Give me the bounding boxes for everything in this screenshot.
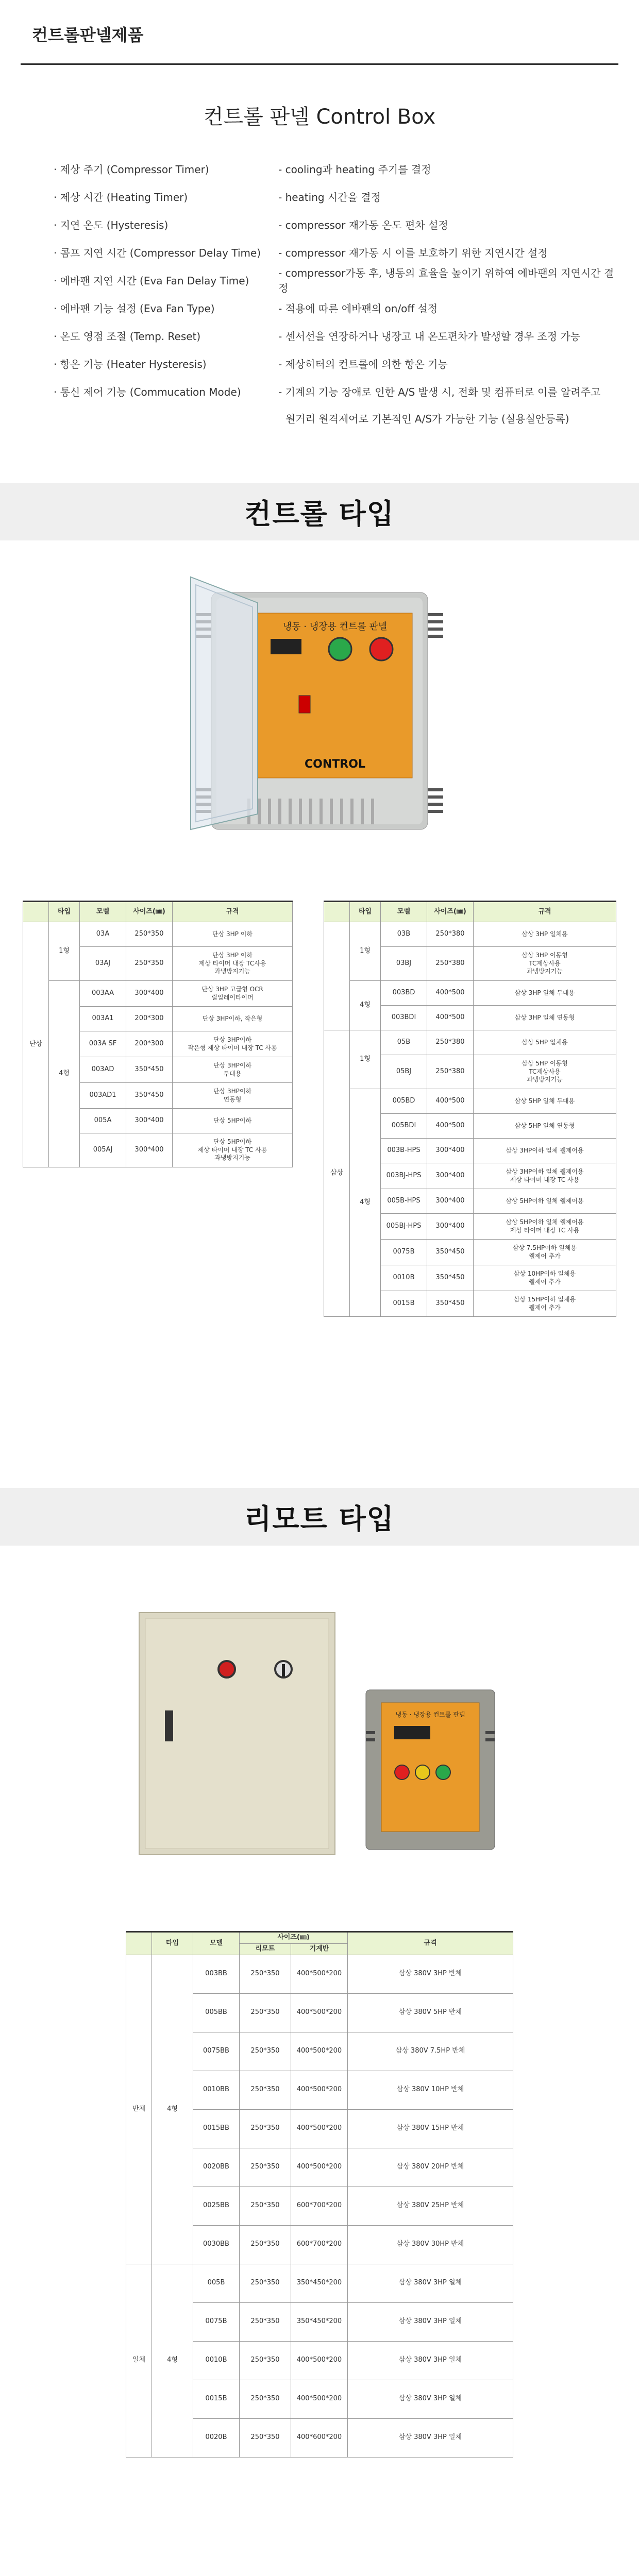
remote-type-table [126,1931,513,2458]
size-cell: 300*400 [126,1133,173,1167]
machine-size-cell: 400*500*200 [291,2109,348,2148]
svg-text:냉동 · 냉장용 컨트롤 판넬: 냉동 · 냉장용 컨트롤 판넬 [395,1711,465,1718]
size-cell: 400*500 [427,1114,474,1139]
machine-size-cell: 400*600*200 [291,2418,348,2457]
model-cell: 03B [381,922,427,947]
header-spec: 규격 [348,1932,513,1955]
model-cell: 005BB [193,1993,240,2032]
spec-cell: 삼상 380V 30HP 반체 [348,2225,513,2264]
machine-size-cell: 400*500*200 [291,1955,348,1993]
size-cell: 400*500 [427,981,474,1006]
page-title: 컨트롤판넬제품 [32,25,144,45]
spec-value: - 기계의 기능 장애로 인한 A/S 발생 시, 전화 및 컴퓨터로 이를 알려주고 [278,385,601,398]
spec-cell: 단상 3HP 이하 [173,922,293,947]
size-cell: 350*450 [126,1057,173,1083]
spec-key: · 통신 제어 기능 (Commucation Mode) [54,385,241,398]
spec-row [52,377,618,405]
size-cell: 300*400 [126,1109,173,1133]
model-cell: 005A [80,1109,126,1133]
spec-cell: 삼상 3HP 일체 두대용 [474,981,616,1006]
remote-size-cell: 250*350 [240,2071,291,2109]
remote-size-cell: 250*350 [240,2032,291,2071]
model-cell: 0010BB [193,2071,240,2109]
section-title-control: 컨트롤 타입 [244,497,395,530]
size-cell: 400*500 [427,1006,474,1030]
spec-cell: 삼상 10HP이하 일체용 웰제어 추가 [474,1265,616,1291]
spec-row [52,238,618,266]
size-cell: 250*350 [126,947,173,981]
spec-row [52,155,618,182]
model-cell: 005BJ-HPS [381,1214,427,1240]
table-row [23,981,293,1007]
size-cell: 200*300 [126,1031,173,1057]
size-cell: 300*400 [126,981,173,1007]
spec-cell: 삼상 5HP 일체용 [474,1030,616,1055]
section-band-remote [0,1488,639,1546]
model-cell: 0075B [381,1240,427,1265]
spec-cell: 단상 5HP이하 제상 타이머 내장 TC 사용 과냉방지기능 [173,1133,293,1167]
model-cell: 005AJ [80,1133,126,1167]
model-cell: 03AJ [80,947,126,981]
spec-row [52,294,618,321]
header-model: 모델 [381,902,427,922]
machine-size-cell: 350*450*200 [291,2302,348,2341]
size-cell: 250*350 [126,922,173,947]
group-cell [324,922,350,1030]
spec-cell: 삼상 5HP이하 일체 웰제어용 제상 타이머 내장 TC 사용 [474,1214,616,1240]
table-row [324,1030,616,1055]
spec-cell: 삼상 380V 3HP 일체 [348,2380,513,2418]
spec-key: · 제상 시간 (Heating Timer) [54,191,188,204]
model-cell: 05B [381,1030,427,1055]
spec-cell: 삼상 380V 3HP 반체 [348,1955,513,1993]
spec-value: - 적용에 따른 에바팬의 on/off 설정 [278,302,438,315]
spec-cell: 단상 3HP 고급형 OCR 릴일레이타이머 [173,981,293,1007]
model-cell: 0015B [381,1291,427,1317]
spec-key: · 콤프 지연 시간 (Compressor Delay Time) [54,246,261,259]
remote-box-image [124,1602,515,1860]
type-cell: 4형 [350,1089,381,1317]
size-cell: 350*450 [427,1265,474,1291]
spec-cell: 단상 5HP이하 [173,1109,293,1133]
remote-size-cell: 250*350 [240,2418,291,2457]
size-cell: 250*380 [427,1030,474,1055]
spec-cell: 삼상 5HP이하 일체 웰제어용 [474,1189,616,1214]
spec-value: - cooling과 heating 주기를 결정 [278,163,431,176]
table-row [23,922,293,947]
table-row [126,1955,513,1993]
spec-cell: 삼상 380V 5HP 반체 [348,1993,513,2032]
size-cell: 250*380 [427,922,474,947]
model-cell: 05BJ [381,1055,427,1089]
spec-cell: 단상 3HP 이하 제상 타이머 내장 TC사용 과냉방지기능 [173,947,293,981]
remote-size-cell: 250*350 [240,2225,291,2264]
spec-cell: 단상 3HP이하 연동형 [173,1083,293,1109]
spec-value: - 제상히터의 컨트롤에 의한 항온 기능 [278,358,448,370]
machine-size-cell: 400*500*200 [291,2148,348,2187]
header-model: 모델 [80,902,126,922]
remote-size-cell: 250*350 [240,2302,291,2341]
size-cell: 200*300 [126,1007,173,1031]
model-cell: 0020BB [193,2148,240,2187]
model-cell: 0020B [193,2418,240,2457]
spec-cell: 삼상 3HP이하 일체 웰제어용 [474,1139,616,1163]
spec-cell: 삼상 3HP 일체용 [474,922,616,947]
spec-key: · 에바팬 지연 시간 (Eva Fan Delay Time) [54,274,249,287]
type-cell: 4형 [152,1955,193,2264]
spec-value: - compressor 재가동 온도 편차 설정 [278,218,448,231]
model-cell: 005B [193,2264,240,2302]
machine-size-cell: 400*500*200 [291,2032,348,2071]
section-band-control [0,483,639,540]
spec-cell: 단상 3HP이하 작은형 제상 타이머 내장 TC 사용 [173,1031,293,1057]
control-table-single-phase [23,901,293,1167]
header-spec: 규격 [173,902,293,922]
model-cell: 005BD [381,1089,427,1114]
page-header [21,15,618,65]
spec-key: · 온도 영점 조절 (Temp. Reset) [54,330,201,343]
feature-spec-list [52,155,618,431]
spec-cell: 삼상 7.5HP이하 일체용 웰제어 추가 [474,1240,616,1265]
size-cell: 250*380 [427,1055,474,1089]
group-cell: 삼상 [324,1030,350,1317]
spec-cell: 단상 3HP이하 두대용 [173,1057,293,1083]
machine-size-cell: 600*700*200 [291,2225,348,2264]
spec-cell: 삼상 3HP이하 일체 웰제어용 제상 타이머 내장 TC 사용 [474,1163,616,1189]
spec-key: · 항온 기능 (Heater Hysteresis) [54,358,207,370]
model-cell: 003AA [80,981,126,1007]
spec-cell: 삼상 380V 3HP 일체 [348,2302,513,2341]
spec-value: - compressor가동 후, 냉동의 효율을 높이기 위하여 에바팬의 지연시간 결정 [278,267,614,294]
section-title-remote: 리모트 타입 [244,1502,395,1535]
machine-size-cell: 400*500*200 [291,2071,348,2109]
model-cell: 0015B [193,2380,240,2418]
size-cell: 350*450 [126,1083,173,1109]
remote-size-cell: 250*350 [240,2264,291,2302]
spec-row [52,210,618,238]
spec-cell: 삼상 5HP 일체 연동형 [474,1114,616,1139]
spec-value: - 센서선을 연장하거나 냉장고 내 온도편차가 발생할 경우 조정 가능 [278,330,581,343]
spec-cell: 삼상 380V 7.5HP 반체 [348,2032,513,2071]
model-cell: 0010B [381,1265,427,1291]
group-cell: 단상 [23,922,49,1167]
header-group [126,1932,152,1955]
spec-key: · 에바팬 기능 설정 (Eva Fan Type) [54,302,215,315]
machine-size-cell: 400*500*200 [291,1993,348,2032]
spec-value: - compressor 재가동 시 이를 보호하기 위한 지연시간 설정 [278,246,548,259]
remote-size-cell: 250*350 [240,2109,291,2148]
model-cell: 0075B [193,2302,240,2341]
control-box-image [180,572,459,840]
model-cell: 0030BB [193,2225,240,2264]
remote-size-cell: 250*350 [240,1993,291,2032]
table-row [324,922,616,947]
header-size: 사이즈(㎜) [126,902,173,922]
spec-cell: 삼상 15HP이하 일체용 웰제어 추가 [474,1291,616,1317]
spec-cell: 삼상 380V 25HP 반체 [348,2187,513,2225]
model-cell: 003BDI [381,1006,427,1030]
size-cell: 400*500 [427,1089,474,1114]
model-cell: 0010B [193,2341,240,2380]
table-row [324,981,616,1006]
model-cell: 03A [80,922,126,947]
spec-row [52,405,618,431]
type-cell: 1형 [49,922,80,981]
remote-size-cell: 250*350 [240,2187,291,2225]
remote-size-cell: 250*350 [240,2148,291,2187]
spec-cell: 삼상 3HP 일체 연동형 [474,1006,616,1030]
spec-value: - heating 시간을 결정 [278,191,381,204]
machine-size-cell: 350*450*200 [291,2264,348,2302]
spec-row [52,349,618,377]
type-cell: 4형 [49,981,80,1167]
spec-cell: 단상 3HP이하, 작은형 [173,1007,293,1031]
remote-size-cell: 250*350 [240,1955,291,1993]
svg-text:냉동 · 냉장용 컨트롤 판넬: 냉동 · 냉장용 컨트롤 판넬 [282,621,388,632]
header-machine: 기계반 [291,1943,348,1955]
model-cell: 003BJ-HPS [381,1163,427,1189]
spec-key: · 제상 주기 (Compressor Timer) [54,163,209,176]
size-cell: 300*400 [427,1139,474,1163]
machine-size-cell: 400*500*200 [291,2380,348,2418]
type-cell: 1형 [350,1030,381,1089]
header-type: 타입 [350,902,381,922]
control-table-three-phase [324,901,616,1317]
machine-size-cell: 600*700*200 [291,2187,348,2225]
size-cell: 350*450 [427,1291,474,1317]
table-row [126,2264,513,2302]
header-model: 모델 [193,1932,240,1955]
size-cell: 300*400 [427,1189,474,1214]
model-cell: 005B-HPS [381,1189,427,1214]
model-cell: 003AD [80,1057,126,1083]
size-cell: 350*450 [427,1240,474,1265]
model-cell: 003B-HPS [381,1139,427,1163]
header-group [324,902,350,922]
spec-cell: 삼상 380V 10HP 반체 [348,2071,513,2109]
model-cell: 003BD [381,981,427,1006]
model-cell: 005BDI [381,1114,427,1139]
spec-value: 원거리 원격제어로 기본적인 A/S가 가능한 기능 (실용실안등록) [285,412,569,425]
spec-cell: 삼상 380V 3HP 일체 [348,2341,513,2380]
spec-cell: 삼상 380V 3HP 일체 [348,2418,513,2457]
spec-row [52,182,618,210]
spec-cell: 삼상 380V 20HP 반체 [348,2148,513,2187]
group-cell: 반체 [126,1955,152,2264]
model-cell: 03BJ [381,947,427,981]
intro-title: 컨트롤 판넬 Control Box [203,105,436,129]
header-type: 타입 [152,1932,193,1955]
remote-size-cell: 250*350 [240,2341,291,2380]
model-cell: 003A SF [80,1031,126,1057]
model-cell: 003AD1 [80,1083,126,1109]
spec-cell: 삼상 3HP 이동형 TC제상사용 과냉방지기능 [474,947,616,981]
machine-size-cell: 400*500*200 [291,2341,348,2380]
size-cell: 300*400 [427,1214,474,1240]
spec-cell: 삼상 5HP 이동형 TC제상사용 과냉방지기능 [474,1055,616,1089]
header-remote: 리모트 [240,1943,291,1955]
spec-cell: 삼상 380V 3HP 일체 [348,2264,513,2302]
svg-text:CONTROL: CONTROL [305,758,365,771]
header-size: 사이즈(㎜) [427,902,474,922]
model-cell: 003BB [193,1955,240,1993]
model-cell: 0025BB [193,2187,240,2225]
table-row [324,1089,616,1114]
size-cell: 250*380 [427,947,474,981]
type-cell: 4형 [152,2264,193,2457]
type-cell: 1형 [350,922,381,981]
model-cell: 0015BB [193,2109,240,2148]
type-cell: 4형 [350,981,381,1030]
size-cell: 300*400 [427,1163,474,1189]
group-cell: 일체 [126,2264,152,2457]
model-cell: 0075BB [193,2032,240,2071]
header-type: 타입 [49,902,80,922]
spec-row [52,266,618,294]
spec-row [52,321,618,349]
header-size: 사이즈(㎜) [240,1932,348,1944]
remote-size-cell: 250*350 [240,2380,291,2418]
spec-cell: 삼상 5HP 일체 두대용 [474,1089,616,1114]
header-group [23,902,49,922]
model-cell: 003A1 [80,1007,126,1031]
spec-cell: 삼상 380V 15HP 반체 [348,2109,513,2148]
spec-key: · 지연 온도 (Hysteresis) [54,218,169,231]
header-spec: 규격 [474,902,616,922]
